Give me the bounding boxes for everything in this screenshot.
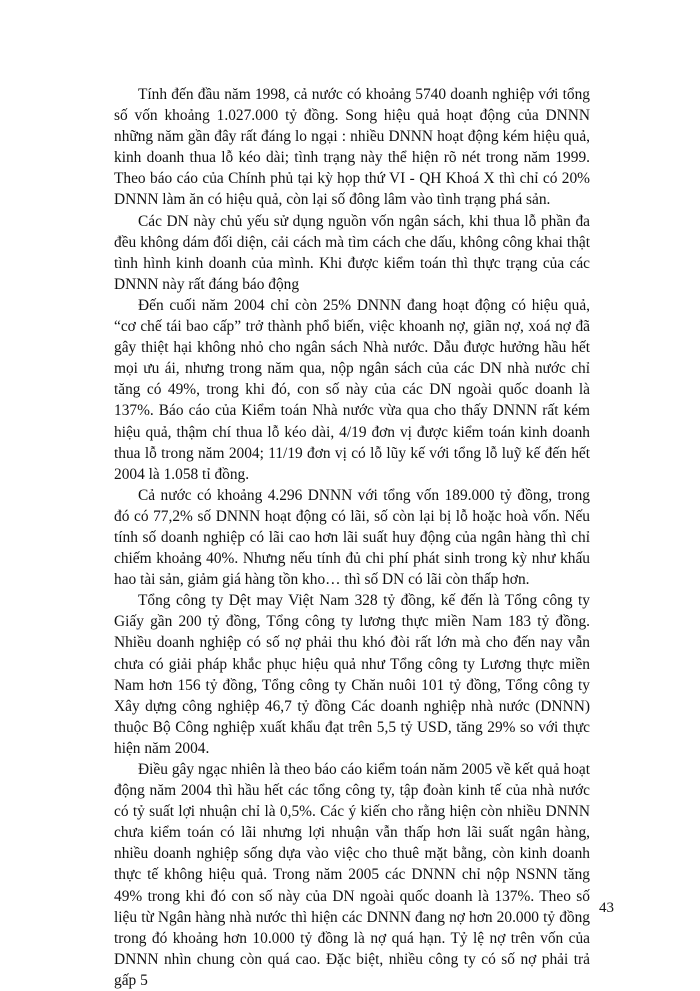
paragraph-budget-capital-usage: Các DN này chủ yếu sử dụng nguồn vốn ngân sách, khi thua lỗ phần đa đều không dám đối diện, cải cách mà tìm cách che dấu, không công khai thật tình hình kinh doanh của mình. Khi được kiểm toán thì thực trạng của các DNNN này rất đáng báo động <box>114 212 590 293</box>
paragraph-efficiency-2004: Đến cuối năm 2004 chỉ còn 25% DNNN đang hoạt động có hiệu quả, “cơ chế tái bao cấp” trở thành phổ biến, việc khoanh nợ, giãn nợ, xoá nợ đã gây thiệt hại không nhỏ cho ngân sách Nhà nước. Dẫu được hưởng hầu hết mọi ưu ái, nhưng trong năm qua, nộp ngân sách của các DN nhà nước chỉ tăng có 49%, trong khi đó, con số này của các DN ngoài quốc doanh là 137%. Báo cáo của Kiểm toán Nhà nước vừa qua cho thấy DNNN rất kém hiệu quả, thậm chí thua lỗ kéo dài, 4/19 đơn vị được kiểm toán kinh doanh thua lỗ trong năm 2004; 11/19 đơn vị có lỗ lũy kế với tổng lỗ luỹ kế đến hết 2004 là 1.058 tỉ đồng. <box>114 296 590 483</box>
body-text <box>114 84 590 991</box>
paragraph-corporation-debts: Tổng công ty Dệt may Việt Nam 328 tỷ đồng, kế đến là Tổng công ty Giấy gần 200 tỷ đồng, Tổng công ty lương thực miền Nam 183 tỷ đồng. Nhiều doanh nghiệp có số nợ phải thu khó đòi rất lớn mà cho đến nay vẫn chưa có giải pháp khắc phục hiệu quả như Tổng công ty Lương thực miền Nam hơn 156 tỷ đồng, Tổng công ty Chăn nuôi 101 tỷ đồng, Tổng công ty Xây dựng công nghiệp 46,7 tỷ đồng Các doanh nghiệp nhà nước (DNNN) thuộc Bộ Công nghiệp xuất khẩu đạt trên 5,5 tỷ USD, tăng 29% so với thực hiện năm 2004. <box>114 592 590 757</box>
paragraph-capital-profitability: Cả nước có khoảng 4.296 DNNN với tổng vốn 189.000 tỷ đồng, trong đó có 77,2% số DNNN hoạt động có lãi, số còn lại bị lỗ hoặc hoà vốn. Nếu tính số doanh nghiệp có lãi cao hơn lãi suất huy động của ngân hàng thì chỉ chiếm khoảng 40%. Nhưng nếu tính đủ chi phí phát sinh trong kỳ như khấu hao tài sản, giảm giá hàng tồn kho… thì số DN có lãi còn thấp hơn. <box>114 486 590 589</box>
paragraph-dnnn-overview-1998: Tính đến đầu năm 1998, cả nước có khoảng 5740 doanh nghiệp với tổng số vốn khoảng 1.027.000 tỷ đồng. Song hiệu quả hoạt động của DNNN những năm gần đây rất đáng lo ngại : nhiều DNNN hoạt động kém hiệu quả, kinh doanh thua lỗ kéo dài; tình trạng này thể hiện rõ nét trong năm 1999. Theo báo cáo của Chính phủ tại kỳ họp thứ VI - QH Khoá X thì chỉ có 20% DNNN làm ăn có hiệu quả, còn lại số đông lâm vào tình trạng phá sản. <box>114 86 590 209</box>
page-number: 43 <box>599 900 614 916</box>
paragraph-audit-report-2005: Điều gây ngạc nhiên là theo báo cáo kiểm toán năm 2005 về kết quả hoạt động năm 2004 thì hầu hết các tổng công ty, tập đoàn kinh tế của nhà nước có tỷ suất lợi nhuận chỉ là 0,5%. Các ý kiến cho rằng hiện còn nhiều DNNN chưa kiểm toán có lãi nhưng lợi nhuận vẫn thấp hơn lãi suất ngân hàng, nhiều doanh nghiệp sống dựa vào việc cho thuê mặt bằng, còn kinh doanh thực tế không hiệu quả. Trong năm 2005 các DNNN chỉ nộp NSNN tăng 49% trong khi đó con số này của DN ngoài quốc doanh là 137%. Theo số liệu từ Ngân hàng nhà nước thì hiện các DNNN đang nợ hơn 20.000 tỷ đồng trong đó khoảng hơn 10.000 tỷ đồng là nợ quá hạn. Tỷ lệ nợ trên vốn của DNNN nhìn chung còn quá cao. Đặc biệt, nhiều công ty có số nợ phải trả gấp 5 <box>114 761 590 989</box>
